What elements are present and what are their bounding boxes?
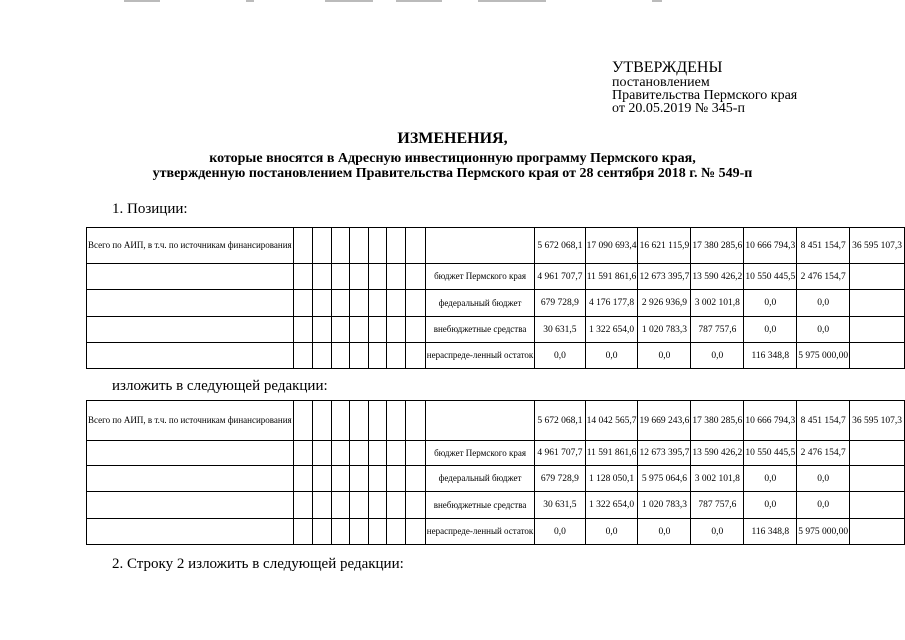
section-mid-heading: изложить в следующей редакции: [112,378,328,394]
table-row [87,228,905,264]
empty-cell [293,317,312,343]
value-cell: 36 595 107,3 [850,228,905,264]
value-cell: 10 666 794,3 [744,228,797,264]
empty-cell [350,290,368,317]
total-label: Всего по АИП, в т.ч. по источникам финансирования [87,228,294,264]
empty-cell [293,290,312,317]
table-before-body [87,228,905,369]
value-cell: 10 666 794,3 [744,401,797,441]
value-cell: 16 621 115,9 [638,228,691,264]
value-cell: 116 348,8 [744,519,797,545]
table-row [87,317,905,343]
empty-cell [368,492,386,519]
table-row [87,519,905,545]
table-after-body [87,401,905,545]
empty-cell [87,466,294,492]
empty-cell [350,264,368,290]
value-cell: 13 590 426,2 [691,441,744,466]
empty-cell [405,466,425,492]
empty-cell [87,264,294,290]
source-label: внебюджетные средства [425,492,535,519]
value-cell: 0,0 [691,343,744,369]
value-cell: 2 476 154,7 [797,441,850,466]
empty-cell [387,343,405,369]
empty-cell [331,343,349,369]
empty-cell [293,401,312,441]
source-label: федеральный бюджет [425,466,535,492]
empty-cell [350,343,368,369]
value-cell: 12 673 395,7 [638,441,691,466]
value-cell: 0,0 [638,343,691,369]
value-cell: 2 476 154,7 [797,264,850,290]
value-cell: 0,0 [535,343,585,369]
empty-cell [87,441,294,466]
empty-cell [313,290,331,317]
empty-cell [368,441,386,466]
subtitle-line2: утвержденную постановлением Правительства Пермского края от 28 сентября 2018 г. № 549-п [152,166,753,181]
value-cell [850,317,905,343]
value-cell: 116 348,8 [744,343,797,369]
empty-cell [313,492,331,519]
empty-cell [293,343,312,369]
empty-cell [293,441,312,466]
value-cell: 1 020 783,3 [638,317,691,343]
empty-cell [293,519,312,545]
empty-cell [387,228,405,264]
value-cell: 0,0 [797,492,850,519]
table-before [86,227,905,369]
value-cell [850,466,905,492]
empty-cell [331,264,349,290]
value-cell: 13 590 426,2 [691,264,744,290]
table-after [86,400,905,545]
value-cell: 36 595 107,3 [850,401,905,441]
source-label: бюджет Пермского края [425,264,535,290]
document-subtitle [0,151,905,181]
empty-cell [405,519,425,545]
value-cell: 5 975 000,00 [797,343,850,369]
empty-cell [387,264,405,290]
empty-cell [368,290,386,317]
approval-stamp [612,60,797,115]
empty-cell [331,228,349,264]
value-cell: 787 757,6 [691,492,744,519]
empty-cell [387,317,405,343]
empty-cell [350,317,368,343]
source-label [425,401,535,441]
value-cell: 679 728,9 [535,290,585,317]
table-row [87,466,905,492]
empty-cell [293,228,312,264]
value-cell: 1 322 654,0 [585,317,638,343]
empty-cell [331,441,349,466]
value-cell [850,441,905,466]
empty-cell [387,519,405,545]
empty-cell [368,401,386,441]
empty-cell [313,264,331,290]
empty-cell [331,401,349,441]
value-cell: 0,0 [744,290,797,317]
value-cell: 1 020 783,3 [638,492,691,519]
empty-cell [331,492,349,519]
empty-cell [313,401,331,441]
empty-cell [387,290,405,317]
value-cell: 0,0 [744,466,797,492]
value-cell: 0,0 [744,317,797,343]
source-label: нераспреде-ленный остаток [425,343,535,369]
section-1-heading: 1. Позиции: [112,201,188,217]
source-label: федеральный бюджет [425,290,535,317]
value-cell [850,264,905,290]
value-cell [850,290,905,317]
empty-cell [293,492,312,519]
empty-cell [350,441,368,466]
value-cell: 4 961 707,7 [535,264,585,290]
empty-cell [350,492,368,519]
empty-cell [87,519,294,545]
value-cell: 0,0 [585,519,638,545]
value-cell: 30 631,5 [535,492,585,519]
empty-cell [87,343,294,369]
empty-cell [331,466,349,492]
total-label: Всего по АИП, в т.ч. по источникам финансирования [87,401,294,441]
value-cell: 3 002 101,8 [691,466,744,492]
value-cell: 1 322 654,0 [585,492,638,519]
table-row [87,343,905,369]
empty-cell [405,492,425,519]
value-cell [850,519,905,545]
empty-cell [350,519,368,545]
empty-cell [405,290,425,317]
value-cell: 19 669 243,6 [638,401,691,441]
empty-cell [368,519,386,545]
table-row [87,441,905,466]
empty-cell [350,466,368,492]
empty-cell [405,317,425,343]
empty-cell [87,290,294,317]
empty-cell [405,264,425,290]
value-cell: 17 090 693,4 [585,228,638,264]
empty-cell [405,441,425,466]
empty-cell [405,228,425,264]
approval-heading: УТВЕРЖДЕНЫ [612,59,723,76]
value-cell: 2 926 936,9 [638,290,691,317]
value-cell: 4 961 707,7 [535,441,585,466]
value-cell: 5 672 068,1 [535,228,585,264]
table-row [87,492,905,519]
empty-cell [387,441,405,466]
empty-cell [87,492,294,519]
empty-cell [368,343,386,369]
value-cell: 17 380 285,6 [691,228,744,264]
value-cell: 679 728,9 [535,466,585,492]
empty-cell [313,519,331,545]
value-cell: 0,0 [535,519,585,545]
empty-cell [313,466,331,492]
value-cell [850,492,905,519]
empty-cell [331,290,349,317]
empty-cell [293,466,312,492]
source-label: бюджет Пермского края [425,441,535,466]
value-cell: 0,0 [744,492,797,519]
source-label: внебюджетные средства [425,317,535,343]
value-cell: 5 975 000,00 [797,519,850,545]
value-cell: 0,0 [797,317,850,343]
empty-cell [331,317,349,343]
empty-cell [350,401,368,441]
value-cell: 8 451 154,7 [797,401,850,441]
value-cell: 0,0 [585,343,638,369]
table-row [87,401,905,441]
empty-cell [405,401,425,441]
empty-cell [368,317,386,343]
value-cell: 11 591 861,6 [585,264,638,290]
empty-cell [293,264,312,290]
table-row [87,290,905,317]
value-cell: 5 975 064,6 [638,466,691,492]
subtitle-line1: которые вносятся в Адресную инвестиционную программу Пермского края, [209,151,696,166]
value-cell [850,343,905,369]
value-cell: 3 002 101,8 [691,290,744,317]
source-label [425,228,535,264]
empty-cell [368,264,386,290]
table-row [87,264,905,290]
value-cell: 1 128 050,1 [585,466,638,492]
source-label: нераспреде-ленный остаток [425,519,535,545]
empty-cell [87,317,294,343]
empty-cell [313,317,331,343]
document-title: ИЗМЕНЕНИЯ, [397,130,508,147]
empty-cell [313,343,331,369]
empty-cell [313,228,331,264]
value-cell: 30 631,5 [535,317,585,343]
value-cell: 0,0 [638,519,691,545]
scan-artifact [0,0,905,4]
value-cell: 0,0 [691,519,744,545]
value-cell: 14 042 565,7 [585,401,638,441]
approval-line1: постановлением [612,75,710,90]
empty-cell [405,343,425,369]
value-cell: 11 591 861,6 [585,441,638,466]
value-cell: 12 673 395,7 [638,264,691,290]
value-cell: 10 550 445,5 [744,441,797,466]
empty-cell [368,228,386,264]
empty-cell [387,466,405,492]
empty-cell [331,519,349,545]
empty-cell [350,228,368,264]
value-cell: 787 757,6 [691,317,744,343]
empty-cell [387,492,405,519]
value-cell: 8 451 154,7 [797,228,850,264]
section-2-heading: 2. Строку 2 изложить в следующей редакции: [112,556,404,572]
value-cell: 4 176 177,8 [585,290,638,317]
value-cell: 17 380 285,6 [691,401,744,441]
approval-line2: Правительства Пермского края [612,88,798,103]
empty-cell [368,466,386,492]
value-cell: 0,0 [797,290,850,317]
value-cell: 5 672 068,1 [535,401,585,441]
empty-cell [313,441,331,466]
value-cell: 0,0 [797,466,850,492]
value-cell: 10 550 445,5 [744,264,797,290]
empty-cell [387,401,405,441]
approval-line3: от 20.05.2019 № 345-п [612,101,745,116]
